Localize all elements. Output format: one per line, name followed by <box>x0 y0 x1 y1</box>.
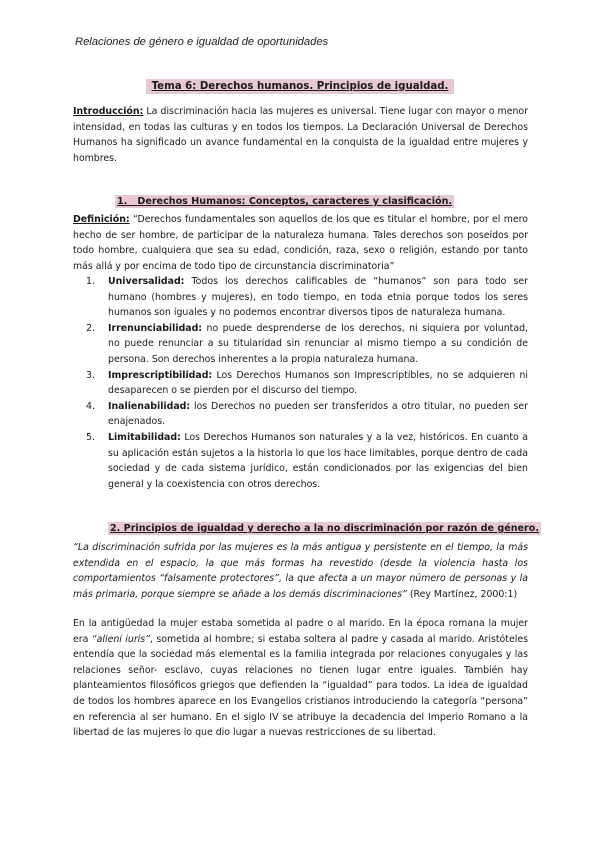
list-item-text: los Derechos no pueden ser transferidos a otro titular, no pueden ser enajenados. <box>108 400 528 428</box>
intro-paragraph <box>73 104 528 166</box>
quote-citation: (Rey Martínez, 2000:1) <box>409 588 518 600</box>
definition-text: “Derechos fundamentales son aquellos de los que es titular el hombre, por el mero hecho de ser hombre, de participar de la naturaleza humana. Tales derechos son poseídos por todo hombre, cualquiera que sea su edad, condición, raza, sexo o religión, estando por tanto más allá y por encima de todo tipo de circunstancia discriminatoria” <box>73 214 529 272</box>
section1-title: Derechos Humanos: Conceptos, caracteres y clasificación. <box>137 196 453 207</box>
list-item-number: 1. <box>86 276 95 287</box>
list-item <box>86 399 528 430</box>
definition-paragraph <box>73 212 528 274</box>
list-item-term: Inalienabilidad: <box>108 400 191 412</box>
list-item-text: Los Derechos Humanos son naturales y a la vez, históricos. En cuanto a su aplicación están sujetos a la historia lo que los hace limitables, porque dentro de cada sociedad y de cada sistema jurídico, están condicionados por las exigencias del bien general y la coexistencia con otros derechos. <box>108 431 528 490</box>
body-latin-term: “alieni iuris” <box>91 633 151 645</box>
list-item-term: Limitabilidad: <box>108 431 181 443</box>
definition-label: Definición: <box>73 214 130 225</box>
list-item-text: Los Derechos Humanos son Imprescriptibles, no se adquieren ni desaparecen o se pierden por el discurso del tiempo. <box>108 369 528 397</box>
list-item <box>86 274 528 321</box>
list-item-number: 5. <box>86 431 95 443</box>
list-item-term: Irrenunciabilidad: <box>108 322 203 334</box>
body-paragraph <box>73 616 528 741</box>
intro-label: Introducción: <box>73 106 144 117</box>
document-title: Tema 6: Derechos humanos. Principios de igualdad. <box>146 79 455 94</box>
body-text-before: En la antigüedad la mujer estaba sometida al padre o al marido. En la época romana la mujer era <box>73 618 528 645</box>
list-item-text: no puede desprenderse de los derechos, ni siquiera por voluntad, no puede renunciar a su titularidad sin renunciar al mismo tiempo a su condición de persona. Son derechos inherentes a la propia naturaleza humana. <box>108 322 529 365</box>
section1-heading <box>115 196 454 207</box>
list-item <box>86 321 528 368</box>
intro-text: La discriminación hacia las mujeres es universal. Tiene lugar con mayor o menor intensidad, en todas las culturas y en todos los tiempos. La Declaración Universal de Derechos Humanos ha significado un avance fundamental en la conquista de la igualdad entre mujeres y hombres. <box>73 106 528 164</box>
list-item <box>86 368 528 399</box>
characteristics-list <box>86 274 528 492</box>
list-item-text: Todos los derechos calificables de “humanos” son para todo ser humano (hombres y mujeres), en todo tiempo, en toda etnia porque todos los seres humanos son iguales y no podemos encontrar diversos tipos de naturaleza humana. <box>108 276 528 319</box>
quote-paragraph <box>73 540 528 602</box>
running-header: Relaciones de género e igualdad de oportunidades <box>75 36 329 48</box>
list-item-number: 4. <box>86 400 95 412</box>
list-item-term: Universalidad: <box>108 276 185 287</box>
section1-number: 1. <box>117 196 128 207</box>
section2-title: 2. Principios de igualdad y derecho a la no discriminación por razón de género. <box>110 523 540 534</box>
list-item-number: 2. <box>86 322 95 334</box>
section1-heading-highlight <box>115 195 454 208</box>
quote-text: “La discriminación sufrida por las mujeres es la más antigua y persistente en el tiempo, la más extendida en el espacio, la que más formas ha revestido (desde la violencia hasta los comportamientos “falsamente protectores”, la que afecta a un mayor número de personas y la más primaria, porque siempre se añade a los demás discriminaciones” <box>73 542 528 600</box>
list-item-term: Imprescriptibilidad: <box>108 369 213 381</box>
body-text-after: , sometida al hombre; si estaba soltera al padre y casada al marido. Aristóteles entendía que la sociedad más elemental es la familia integrada por relaciones conyugales y las relaciones señor- esclavo, cuyas relaciones no tienen lugar entre iguales. También hay planteamientos filosóficos griegos que defienden la “igualdad” para todos. La idea de igualdad de todos los hombres aparece en los Evangelios cristianos introduciendo la categoría “persona” en referencia al ser humano. En el siglo IV se atribuye la decadencia del Imperio Romano a la libertad de las mujeres lo que dio lugar a nuevas restricciones de su libertad. <box>73 633 528 739</box>
document-title-wrap <box>0 74 600 94</box>
list-item-number: 3. <box>86 369 95 381</box>
list-item <box>86 430 528 492</box>
section2-heading <box>108 523 541 534</box>
